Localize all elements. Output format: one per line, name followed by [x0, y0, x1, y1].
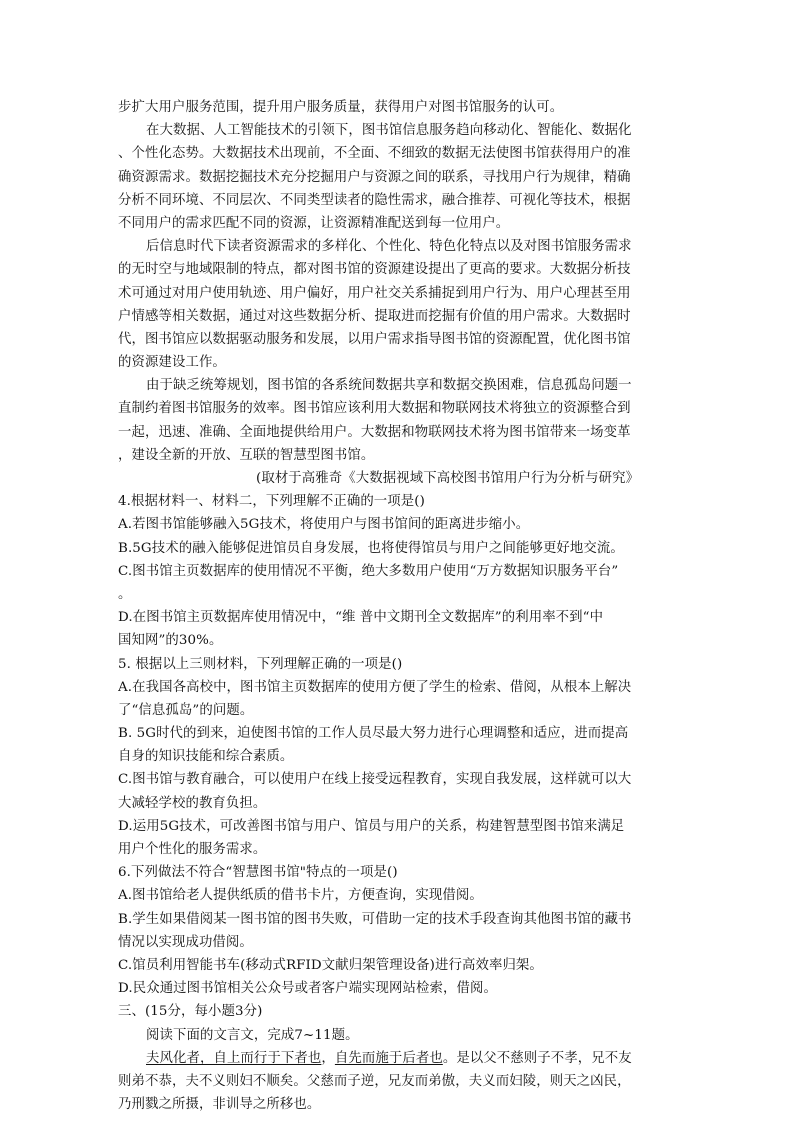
source-citation: (取材于高雅奇《大数据视域下高校图书馆用户行为分析与研究》: [256, 471, 640, 486]
question-stem: 4.根据材料一、材料二，下列理解不正确的一项是(): [118, 494, 425, 510]
section-3: [118, 1000, 685, 1116]
text-line: 确资源需求。数据挖掘技术充分挖掘用户与资源之间的联系，寻找用户行为规律，精确: [118, 169, 631, 185]
text-line: 的无时空与地域限制的特点，都对图书馆的资源建设提出了更高的要求。大数据分析技: [118, 262, 631, 278]
option-c: C.图书馆主页数据库的使用情况不平衡，绝大多数用户使用“万方数据知识服务平台”: [118, 563, 619, 579]
section-heading: 三、(15分，每小题3分): [118, 1004, 263, 1020]
option-a-continued: 了“信息孤岛”的问题。: [118, 702, 254, 718]
classical-text-line: [118, 1047, 685, 1070]
paragraph-ai-trend: [118, 119, 685, 235]
text-line: 、个性化态势。大数据技术出现前，不全面、不细致的数据无法使图书馆获得用户的准: [118, 146, 631, 162]
question-stem: 5. 根据以上三则材料，下列理解正确的一项是(): [118, 656, 403, 672]
option-b-continued: 情况以实现成功借阅。: [118, 934, 253, 950]
option-d-continued: 国知网”的30%。: [118, 633, 223, 649]
text-line: 的资源建设工作。: [118, 355, 226, 371]
option-c-continued: 。: [118, 586, 132, 602]
text-line: 户情感等相关数据，通过对这些数据分析、提取进而挖掘有价值的用户需求。大数据时: [118, 308, 631, 324]
document-page: [118, 96, 685, 1116]
paragraph-info-island: [118, 374, 685, 467]
option-d: D.运用5G技术，可改善图书馆与用户、馆员与用户的关系，构建智慧型图书馆来满足: [118, 818, 625, 834]
option-a: A.若图书馆能够融入5G技术，将使用户与图书馆间的距离进步缩小。: [118, 517, 530, 533]
option-d: D.在图书馆主页数据库使用情况中，“维 普中文期刊全文数据库”的利用率不到“中: [118, 610, 604, 626]
option-b: B.5G技术的融入能够促进馆员自身发展，也将使得馆员与用户之间能够更好地交流。: [118, 540, 624, 556]
option-c-continued: 大减轻学校的教育负担。: [118, 795, 267, 811]
question-5: [118, 653, 685, 862]
classical-text-line: 则弟不恭，夫不义则妇不顺矣。父慈而子逆，兄友而弟傲，夫义而妇陵，则天之凶民，: [118, 1073, 631, 1089]
text-line: 后信息时代下读者资源需求的多样化、个性化、特色化特点以及对图书馆服务需求: [146, 239, 632, 255]
option-a: A.图书馆给老人提供纸质的借书卡片，方便查询，实现借阅。: [118, 888, 483, 904]
text-line: 一起，迅速、准确、全面地提供给用户。大数据和物联网技术将为图书馆带来一场变革: [118, 424, 631, 440]
question-6: [118, 861, 685, 1000]
paragraph-resource-needs: [118, 235, 685, 374]
text-line: 在大数据、人工智能技术的引领下，图书馆信息服务趋向移动化、智能化、数据化: [146, 123, 632, 139]
text-line: 代，图书馆应以数据驱动服务和发展，以用户需求指导图书馆的资源配置，优化图书馆: [118, 331, 631, 347]
question-stem: 6.下列做法不符合“智慧图书馆"特点的一项是(): [118, 865, 398, 881]
section-instruction: 阅读下面的文言文，完成7~11题。: [146, 1027, 359, 1043]
option-c: C.图书馆与教育融合，可以使用户在线上接受远程教育，实现自我发展，这样就可以大: [118, 772, 632, 788]
option-c: C.馆员利用智能书车(移动式RFID文献归架管理设备)进行高效率归架。: [118, 957, 543, 973]
text-line: 直制约着图书馆服务的效率。图书馆应该利用大数据和物联网技术将独立的资源整合到: [118, 401, 631, 417]
option-b-continued: 自身的知识技能和综合素质。: [118, 749, 294, 765]
classical-text-line: 乃刑戮之所摄，非训导之所移也。: [118, 1097, 321, 1113]
option-a: A.在我国各高校中，图书馆主页数据库的使用方便了学生的检索、借阅，从根本上解决: [118, 679, 632, 695]
option-d-continued: 用户个性化的服务需求。: [118, 842, 267, 857]
underlined-sentence: 自先而施于后者也: [334, 1050, 443, 1066]
underlined-sentence: 夫风化者，自上而行于下者也: [146, 1050, 322, 1066]
option-b: B. 5G时代的到来，迫使图书馆的工作人员尽最大努力进行心理调整和适应，进而提高: [118, 726, 629, 742]
text-line: 术可通过对用户使用轨迹、用户偏好，用户社交关系捕捉到用户行为、用户心理甚至用: [118, 285, 631, 301]
text-segment: 。是以父不慈则子不孝，兄不友: [442, 1050, 632, 1066]
question-4: [118, 490, 685, 652]
text-line: ，建设全新的开放、互联的智慧型图书馆。: [118, 447, 375, 463]
text-line: 不同用户的需求匹配不同的资源，让资源精准配送到每一位用户。: [118, 215, 510, 231]
text-line: 由于缺乏统筹规划，图书馆的各系统间数据共享和数据交换困难，信息孤岛问题一: [146, 378, 632, 394]
option-d: D.民众通过图书馆相关公众号或者客户端实现网站检索，借阅。: [118, 981, 497, 997]
text-line: 分析不同环境、不同层次、不同类型读者的隐性需求，融合推荐、可视化等技术，根据: [118, 192, 631, 208]
option-b: B.学生如果借阅某一图书馆的图书失败，可借助一定的技术手段查询其他图书馆的藏书: [118, 911, 632, 927]
punctuation: ，: [321, 1050, 335, 1066]
text-line: 步扩大用户服务范围，提升用户服务质量，获得用户对图书馆服务的认可。: [118, 100, 564, 115]
